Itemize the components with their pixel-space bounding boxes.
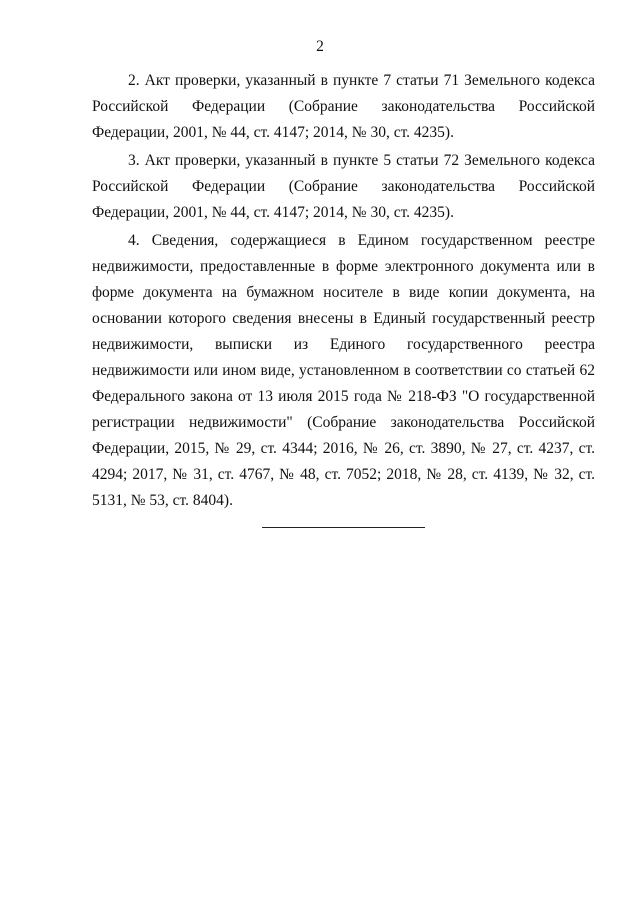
closing-divider-line [262,527,425,528]
paragraph-item-2: 2. Акт проверки, указанный в пункте 7 статьи 71 Земельного кодекса Российской Федерации (Собрание законодательства Российской Федерации, 2001, № 44, ст. 4147; 2014, № 30, ст. 4235). [92,72,595,141]
paragraph-item-3: 3. Акт проверки, указанный в пункте 5 статьи 72 Земельного кодекса Российской Федерации (Собрание законодательства Российской Федерации, 2001, № 44, ст. 4147; 2014, № 30, ст. 4235). [92,152,595,221]
page-number: 2 [316,38,324,55]
document-body [92,68,595,514]
paragraph-item-4: 4. Сведения, содержащиеся в Едином государственном реестре недвижимости, предоставленные в форме электронного документа или в форме документа на бумажном носителе в виде копии документа, на основании которого сведения внесены в Единый государственный реестр недвижимости, выписки из Единого государственного реестра недвижимости или ином виде, установленном в соответствии со статьей 62 Федерального закона от 13 июля 2015 года № 218-ФЗ "О государственной регистрации недвижимости" (Собрание законодательства Российской Федерации, 2015, № 29, ст. 4344; 2016, № 26, ст. 3890, № 27, ст. 4237, ст. 4294; 2017, № 31, ст. 4767, № 48, ст. 7052; 2018, № 28, ст. 4139, № 32, ст. 5131, № 53, ст. 8404). [92,232,595,509]
